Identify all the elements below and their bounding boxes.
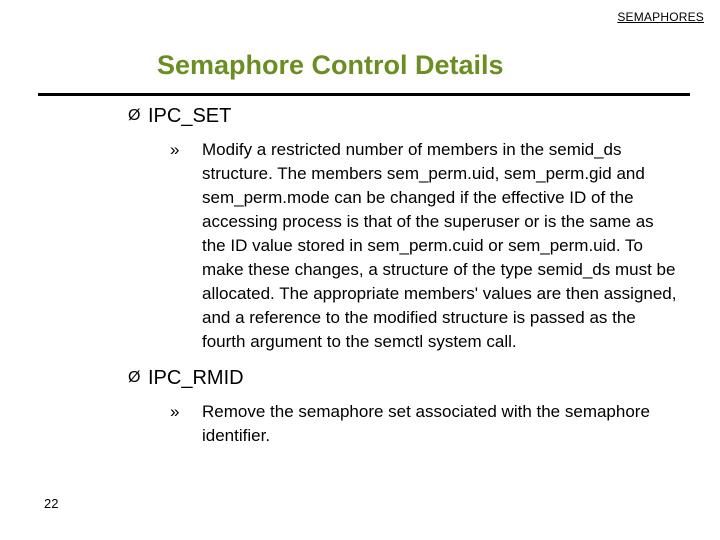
title-divider	[38, 93, 690, 96]
bullet-ipc-rmid	[128, 364, 688, 392]
sub-bullet-text: Modify a restricted number of members in the semid_ds structure. The members sem_perm.uid, sem_perm.gid and sem_perm.mode can be changed if the effective ID of the accessing process is that of the superuser or is the same as the ID value stored in sem_perm.cuid or sem_perm.uid. To make these changes, a structure of the type semid_ds must be allocated. The appropriate members' values are then assigned, and a reference to the modified structure is passed as the fourth argument to the semctl system call.	[202, 140, 677, 351]
page-number: 22	[44, 496, 59, 511]
header-label: SEMAPHORES	[617, 10, 704, 24]
slide-content	[128, 100, 688, 448]
arrow-bullet-icon: Ø	[128, 107, 141, 124]
sub-bullet-ipc-rmid	[170, 400, 688, 448]
sub-bullet-marker-icon: »	[170, 402, 180, 421]
sub-bullet-marker-icon: »	[170, 140, 180, 159]
slide-title: Semaphore Control Details	[157, 50, 504, 80]
bullet-label: IPC_RMID	[148, 367, 244, 389]
sub-bullet-ipc-set	[170, 138, 688, 354]
bullet-ipc-set	[128, 102, 688, 130]
arrow-bullet-icon: Ø	[128, 369, 141, 386]
bullet-label: IPC_SET	[148, 105, 232, 127]
sub-bullet-text: Remove the semaphore set associated with the semaphore identifier.	[202, 402, 650, 445]
